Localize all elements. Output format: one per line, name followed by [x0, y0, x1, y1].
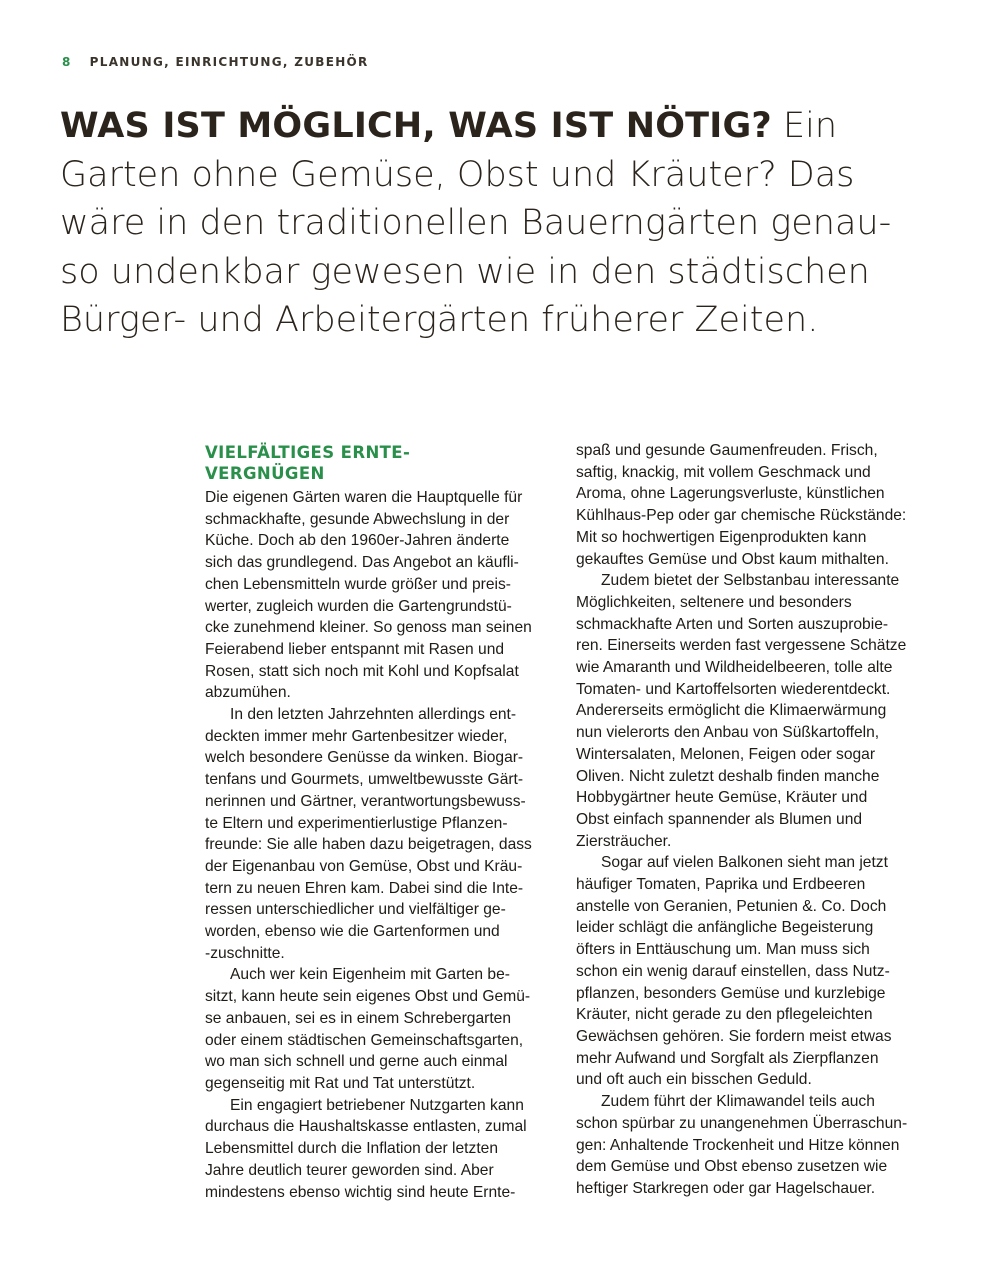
- page-number: 8: [62, 55, 72, 69]
- text-line: ressen unterschiedlicher und vielfältiger ge-: [205, 901, 506, 919]
- text-line: häufiger Tomaten, Paprika und Erdbeeren: [576, 876, 866, 894]
- text-line: mindestens ebenso wichtig sind heute Ernte-: [205, 1183, 516, 1201]
- text-line: Ein engagiert betriebener Nutzgarten kann: [230, 1096, 524, 1114]
- text-line: freunde: Sie alle haben dazu beigetragen, dass: [205, 836, 532, 854]
- text-line: pflanzen, besonders Gemüse und kurzlebige: [576, 984, 886, 1002]
- text-line: cke zunehmend kleiner. So genoss man seinen: [205, 619, 532, 637]
- text-line: Wintersalaten, Melonen, Feigen oder sogar: [576, 745, 876, 763]
- paragraph: [576, 852, 926, 1091]
- paragraph: [576, 440, 926, 570]
- text-line: wie Amaranth und Wildheidelbeeren, tolle alte: [576, 659, 893, 677]
- text-line: tenfans und Gourmets, umweltbewusste Gärt-: [205, 771, 524, 789]
- paragraph: [576, 1091, 926, 1200]
- text-line: und oft auch ein bisschen Geduld.: [576, 1071, 812, 1089]
- intro-line: wäre in den traditionellen Bauerngärten genau-: [60, 203, 892, 243]
- left-column: [205, 440, 555, 1203]
- text-line: heftiger Starkregen oder gar Hagelschauer.: [576, 1179, 876, 1197]
- text-line: Oliven. Nicht zuletzt deshalb finden manche: [576, 767, 880, 785]
- text-line: Sogar auf vielen Balkonen sieht man jetzt: [601, 854, 888, 872]
- text-line: Gewächsen gehören. Sie fordern meist etwas: [576, 1027, 892, 1045]
- paragraph: [205, 1095, 555, 1204]
- text-line: Zudem führt der Klimawandel teils auch: [601, 1093, 875, 1111]
- text-line: schmackhafte, gesunde Abwechslung in der: [205, 510, 510, 528]
- intro-line: [60, 102, 838, 151]
- text-line: leider schlägt die anfängliche Begeisterung: [576, 919, 874, 937]
- intro-line-text: Ein: [771, 106, 838, 146]
- intro-line: Garten ohne Gemüse, Obst und Kräuter? Das: [60, 154, 855, 195]
- text-line: schon spürbar zu unangenehmen Überraschun-: [576, 1114, 908, 1132]
- paragraph: [576, 570, 926, 852]
- text-line: schmackhafte Arten und Sorten auszuprobie-: [576, 615, 889, 633]
- paragraph: [205, 487, 555, 704]
- text-line: -zuschnitte.: [205, 944, 285, 962]
- running-head: [62, 55, 369, 69]
- text-line: nerinnen und Gärtner, verantwortungsbewuss-: [205, 792, 526, 810]
- text-line: anstelle von Geranien, Petunien &. Co. Doch: [576, 897, 887, 915]
- paragraph: [205, 704, 555, 964]
- intro-line: Bürger- und Arbeitergärten früherer Zeiten.: [60, 300, 819, 340]
- text-line: In den letzten Jahrzehnten allerdings ent-: [230, 706, 517, 724]
- text-line: Feierabend lieber entspannt mit Rasen und: [205, 640, 505, 658]
- text-line: durchaus die Haushaltskasse entlasten, zumal: [205, 1118, 527, 1136]
- text-line: dem Gemüse und Obst ebenso zusetzen wie: [576, 1158, 888, 1176]
- text-line: Die eigenen Gärten waren die Hauptquelle für: [205, 489, 523, 506]
- right-paragraphs: [576, 440, 926, 1200]
- text-line: gegenseitig mit Rat und Tat unterstützt.: [205, 1074, 476, 1092]
- text-line: spaß und gesunde Gaumenfreuden. Frisch,: [576, 442, 878, 459]
- intro-lead: WAS IST MÖGLICH, WAS IST NÖTIG?: [60, 106, 772, 146]
- text-line: Mit so hochwertigen Eigenprodukten kann: [576, 528, 867, 546]
- text-line: Jahre deutlich teurer geworden sind. Aber: [205, 1161, 494, 1179]
- text-line: worden, ebenso wie die Gartenformen und: [205, 923, 500, 941]
- text-line: nun vielerorts den Anbau von Süßkartoffeln,: [576, 724, 880, 742]
- text-line: oder einem städtischen Gemeinschaftsgarten,: [205, 1031, 524, 1049]
- left-paragraphs: [205, 487, 555, 1203]
- text-line: chen Lebensmitteln wurde größer und preis-: [205, 575, 511, 593]
- text-line: Kräuter, nicht gerade zu den pflegeleichten: [576, 1006, 873, 1024]
- article-subheading: [205, 442, 555, 484]
- paragraph: [205, 964, 555, 1094]
- text-line: abzumühen.: [205, 684, 291, 702]
- text-line: mehr Aufwand und Sorgfalt als Zierpflanzen: [576, 1049, 879, 1067]
- right-column: [576, 440, 926, 1200]
- text-line: Tomaten- und Kartoffelsorten wiederentdeckt.: [576, 680, 891, 698]
- text-line: werter, zugleich wurden die Gartengrundstü-: [205, 597, 512, 615]
- text-line: Andererseits ermöglicht die Klimaerwärmung: [576, 702, 887, 720]
- text-line: Ziersträucher.: [576, 832, 672, 850]
- subheading-line: VERGNÜGEN: [205, 464, 325, 483]
- text-line: Küche. Doch ab den 1960er-Jahren änderte: [205, 532, 510, 550]
- text-line: Möglichkeiten, seltenere und besonders: [576, 593, 852, 611]
- intro-text: [60, 102, 892, 345]
- subheading-line: VIELFÄLTIGES ERNTE-: [205, 443, 411, 462]
- text-line: Aroma, ohne Lagerungsverluste, künstlichen: [576, 485, 885, 503]
- text-line: deckten immer mehr Gartenbesitzer wieder,: [205, 727, 508, 745]
- text-line: Zudem bietet der Selbstanbau interessante: [601, 572, 900, 590]
- text-line: sich das grundlegend. Das Angebot an käufli-: [205, 554, 519, 572]
- text-line: schon ein wenig darauf einstellen, dass Nutz-: [576, 962, 890, 980]
- text-line: öfters in Enttäuschung um. Man muss sich: [576, 941, 870, 959]
- text-line: welch besondere Genüsse da winken. Biogar-: [205, 749, 524, 767]
- text-line: Auch wer kein Eigenheim mit Garten be-: [230, 966, 510, 984]
- text-line: tern zu neuen Ehren kam. Dabei sind die Inte-: [205, 879, 524, 897]
- text-line: saftig, knackig, mit vollem Geschmack und: [576, 463, 871, 481]
- text-line: gekauftes Gemüse und Obst kaum mithalten.: [576, 550, 889, 568]
- text-line: Rosen, statt sich noch mit Kohl und Kopfsalat: [205, 662, 519, 680]
- text-line: wo man sich schnell und gerne auch einmal: [205, 1053, 508, 1071]
- text-line: gen: Anhaltende Trockenheit und Hitze können: [576, 1136, 900, 1154]
- text-line: der Eigenanbau von Gemüse, Obst und Kräu-: [205, 857, 523, 875]
- section-title: PLANUNG, EINRICHTUNG, ZUBEHÖR: [89, 55, 369, 69]
- text-line: Obst einfach spannender als Blumen und: [576, 810, 863, 828]
- text-line: ren. Einerseits werden fast vergessene Schätze: [576, 637, 907, 655]
- text-line: sitzt, kann heute sein eigenes Obst und Gemü-: [205, 988, 531, 1006]
- text-line: se anbauen, sei es in einem Schrebergarten: [205, 1009, 512, 1027]
- intro-line: so undenkbar gewesen wie in den städtischen: [60, 251, 870, 292]
- text-line: Lebensmittel durch die Inflation der letzten: [205, 1140, 498, 1158]
- text-line: Kühlhaus-Pep oder gar chemische Rückstände:: [576, 507, 907, 525]
- text-line: Hobbygärtner heute Gemüse, Kräuter und: [576, 789, 868, 807]
- text-line: te Eltern und experimentierlustige Pflanzen-: [205, 814, 508, 832]
